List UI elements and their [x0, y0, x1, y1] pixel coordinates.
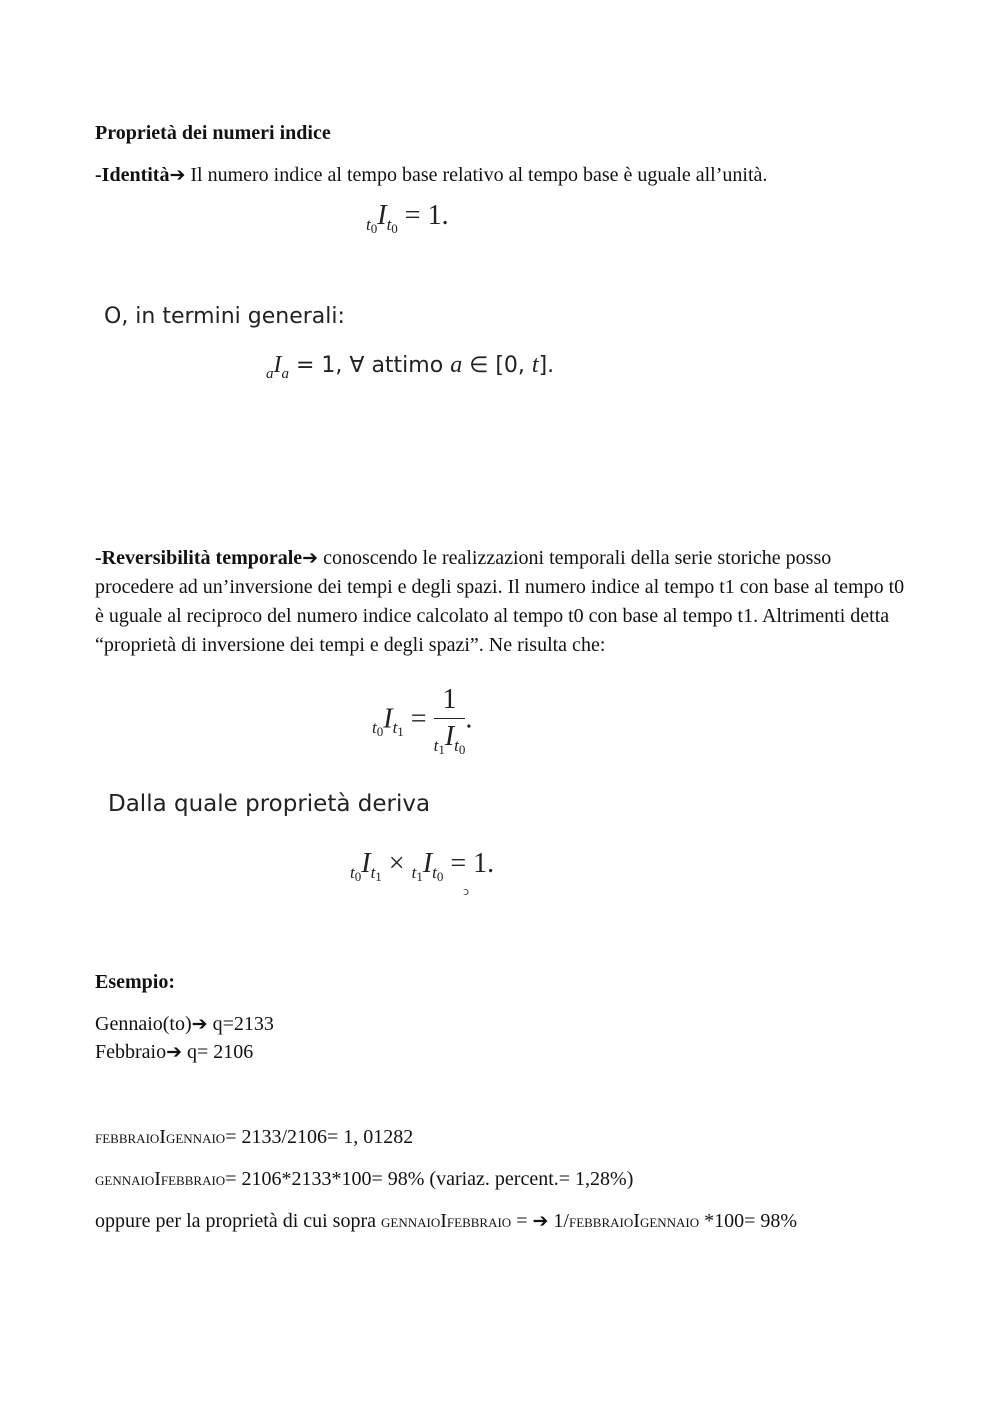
general-set: ∈ [0, — [462, 353, 532, 378]
general-pre-subscript: a — [266, 366, 274, 382]
product-formula: $_{t0}I_{t1} \times _{t1}I_{t0} = 1$. — [350, 848, 495, 884]
calc-line-3: oppure per la proprietà di cui sopra GENNAIOIFEBBRAIO = ➔ 1/FEBBRAIOIGENNAIO *100= 98% — [95, 1210, 798, 1232]
derive-label: Dalla quale proprietà deriva — [108, 791, 431, 817]
general-post-subscript: a — [281, 366, 289, 382]
section-title: Proprietà dei numeri indice — [95, 122, 331, 144]
identity-formula — [366, 200, 449, 237]
identity-label: -Identità — [95, 164, 170, 186]
example-line-february: Febbraio➔ q= 2106 — [95, 1041, 254, 1063]
general-end: ]. — [538, 353, 555, 378]
calc-line-1: FEBBRAIOIGENNAIO= 2133/2106= 1, 01282 — [95, 1126, 414, 1148]
general-t: t — [531, 352, 539, 378]
general-terms-label: O, in termini generali: — [104, 304, 345, 329]
right-arrow-icon: ➔ — [302, 547, 319, 569]
reversibility-label: -Reversibilità temporale — [95, 547, 303, 569]
example-title: Esempio: — [95, 971, 175, 993]
right-arrow-icon: ➔ — [166, 1041, 183, 1063]
general-index-symbol: I — [273, 352, 282, 378]
reversibility-formula: $_{t0}I_{t1}$ = $\frac{1}{_{t1}I_{t0}}$ . — [372, 684, 473, 757]
general-var: a — [450, 352, 463, 378]
identity-text: Il numero indice al tempo base relativo al tempo base è uguale all’unità. — [185, 164, 768, 186]
product-rhs: = 1. — [443, 848, 495, 879]
reversibility-paragraph — [95, 544, 915, 660]
formula-pre-subscript: t0 — [366, 215, 378, 236]
right-arrow-icon: ➔ — [169, 164, 186, 186]
general-rhs: = 1, ∀ attimo — [289, 353, 451, 378]
calc-line-2: GENNAIOIFEBBRAIO= 2106*2133*100= 98% (variaz. percent.= 1,28%) — [95, 1168, 634, 1190]
general-formula — [266, 352, 554, 383]
fraction-denominator: $_{t1}I_{t0}$ — [433, 721, 466, 757]
identity-paragraph — [95, 163, 767, 187]
formula-index-symbol: I — [377, 200, 387, 231]
reversibility-text: conoscendo le realizzazioni temporali della serie storiche posso procedere ad un’inversione dei tempi e degli spazi. Il numero indice al tempo t1 con base al tempo t0 è uguale al reciproco del numero indice calcolato al tempo t0 con base al tempo t1. Altrimenti detta “proprietà di inversione dei tempi e degli spazi”. Ne risulta che: — [95, 547, 905, 656]
formula-post-subscript: t0 — [386, 215, 398, 236]
right-arrow-icon: ➔ — [191, 1013, 208, 1035]
formula-rhs: = 1. — [397, 200, 449, 231]
example-line-january: Gennaio(to)➔ q=2133 — [95, 1013, 274, 1035]
fraction-numerator: 1 — [434, 684, 466, 719]
scan-mark-icon: ↄ — [463, 885, 470, 898]
right-arrow-icon: ➔ — [532, 1210, 549, 1232]
reciprocal-fraction — [434, 684, 466, 758]
